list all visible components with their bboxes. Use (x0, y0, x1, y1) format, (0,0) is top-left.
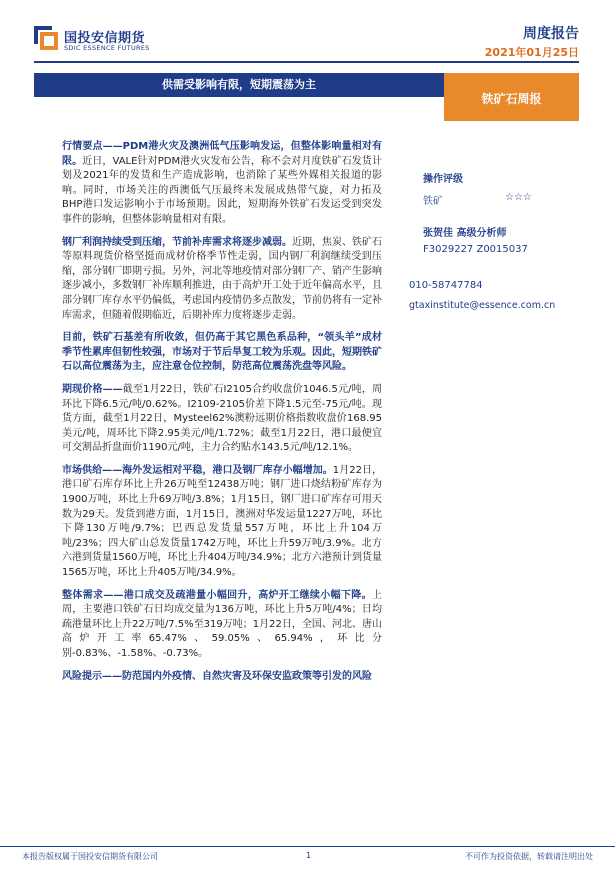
paragraph-lead: 整体需求——港口成交及疏港量小幅回升，高炉开工继续小幅下降。 (62, 589, 372, 601)
phone-number: 010-58747784 (409, 280, 483, 291)
paragraph (62, 670, 382, 685)
logo (34, 26, 58, 50)
paragraph (62, 589, 382, 662)
paragraph (62, 140, 382, 228)
paragraph-lead: 目前，铁矿石基差有所收敛，但仍高于其它黑色系品种，“领头羊”成材季节性累库但韧性较强，市场对于节后旱复工较为乐观。因此，短期铁矿石以高位震荡为主，应注意仓位控制，防范高位震荡洗盘等风险。 (62, 332, 382, 373)
brand-english: SDIC ESSENCE FUTURES (64, 44, 150, 52)
paragraph (62, 383, 382, 456)
report-date: 2021年01月25日 (484, 46, 579, 59)
report-type: 周度报告 (523, 26, 579, 42)
paragraph-lead: 风险提示——防范国内外疫情、自然灾害及环保安监政策等引发的风险 (62, 670, 372, 682)
commodity-label: 铁矿 (423, 196, 443, 207)
paragraph-lead: 市场供给——海外发运相对平稳，港口及钢厂库存小幅增加。 (62, 464, 333, 476)
paragraph-body: 近期，焦炭、铁矿石等原料现货价格坚挺而成材价格季节性走弱，国内钢厂利润继续受到压缩，部分钢厂即期亏损。另外，河北等地疫情对部分钢厂产、销产生影响逐步减小，多数钢厂补库顺利推进，由于高炉开工处于近年偏高水平，且部分钢厂库存水平仍偏低，考虑国内疫情仍多点散发，节前仍将有一定补库需求，但随着假期临近，后期补库力度将逐步走弱。 (62, 236, 382, 321)
paragraph (62, 464, 382, 581)
page-number: 1 (306, 851, 312, 860)
footer-divider (0, 846, 615, 847)
analyst-name: 张贺佳 高级分析师 (423, 228, 507, 239)
paragraph-body: 上周，主要港口铁矿石日均成交量为136万吨，环比上升5万吨/4%；日均疏港量环比上升22万吨/7.5%至319万吨；1月22日，全国、河北、唐山高炉开工率65.47%、59.05%、65.94%，环比分别-0.83%、-1.58%、-0.73%。 (62, 589, 382, 659)
headline-banner: 供需受影响有限，短期震荡为主 (34, 73, 444, 97)
rating-label: 操作评级 (423, 174, 463, 185)
report-category-tab: 铁矿石周报 (444, 73, 579, 121)
brand-name: 国投安信期货 (64, 31, 146, 46)
paragraph-body: 1月22日，港口矿石库存环比上升26万吨至12438万吨；钢厂进口烧结粉矿库存为1900万吨，环比上升69万吨/3.8%；1月15日，钢厂进口矿库存可用天数为29天。发货到港方面，1月15日，澳洲对华发运量1227万吨，环比下降130万吨/9.7%；巴西总发货量557万吨，环比上升104万吨/23%；四大矿山总发货量1742万吨，环比上升59万吨/3.9%。北方六港到货量1560万吨，环比上升404万吨/34.9%；北方六港预计到货量1565万吨，环比上升405万吨/34.9%。 (62, 464, 383, 579)
main-content (62, 140, 382, 692)
paragraph-lead: 钢厂利润持续受到压缩，节前补库需求将逐步减弱。 (62, 236, 292, 248)
paragraph (62, 236, 382, 324)
rating-stars: ☆☆☆ (505, 192, 532, 203)
paragraph-lead: 行情要点——PDM港火灾及澳洲低气压影响发运，但整体影响量相对有限。 (62, 141, 382, 167)
email-address[interactable]: gtaxinstitute@essence.com.cn (409, 300, 556, 311)
header-divider (34, 61, 579, 63)
paragraph-body: 近日，VALE针对PDM港火灾发布公告，称不会对月度铁矿石发货计划及2021年的发货和生产造成影响，也消除了某些外媒相关报道的影响。同时，市场关注的西澳低气压最终未发展成热带气旋，对力拓及BHP港口发运影响小于市场预期。因此，短期海外铁矿石发运受到突发事件的影响，但整体影响量相对有限。 (62, 155, 383, 225)
analyst-license: F3029227 Z0015037 (423, 244, 528, 255)
paragraph-body: 截至1月22日，铁矿石I2105合约收盘价1046.5元/吨，周环比下降6.5元/吨/0.62%。I2109-2105价差下降1.5元至-75元/吨。现货方面，截至1月22日，Mysteel62%澳粉远期价格指数收盘价168.95美元/吨，周环比下降2.95美元/吨/1.72%；截至1月22日，港口最便宜可交割品折盘面价1190元/吨，主力合约贴水143.5元/吨/12.1%。 (62, 383, 382, 454)
footer-copyright: 本报告版权属于国投安信期货有限公司 (22, 852, 158, 861)
footer-disclaimer: 不可作为投资依据，转载请注明出处 (465, 852, 593, 861)
paragraph-lead: 期现价格—— (62, 383, 123, 395)
paragraph (62, 331, 382, 375)
